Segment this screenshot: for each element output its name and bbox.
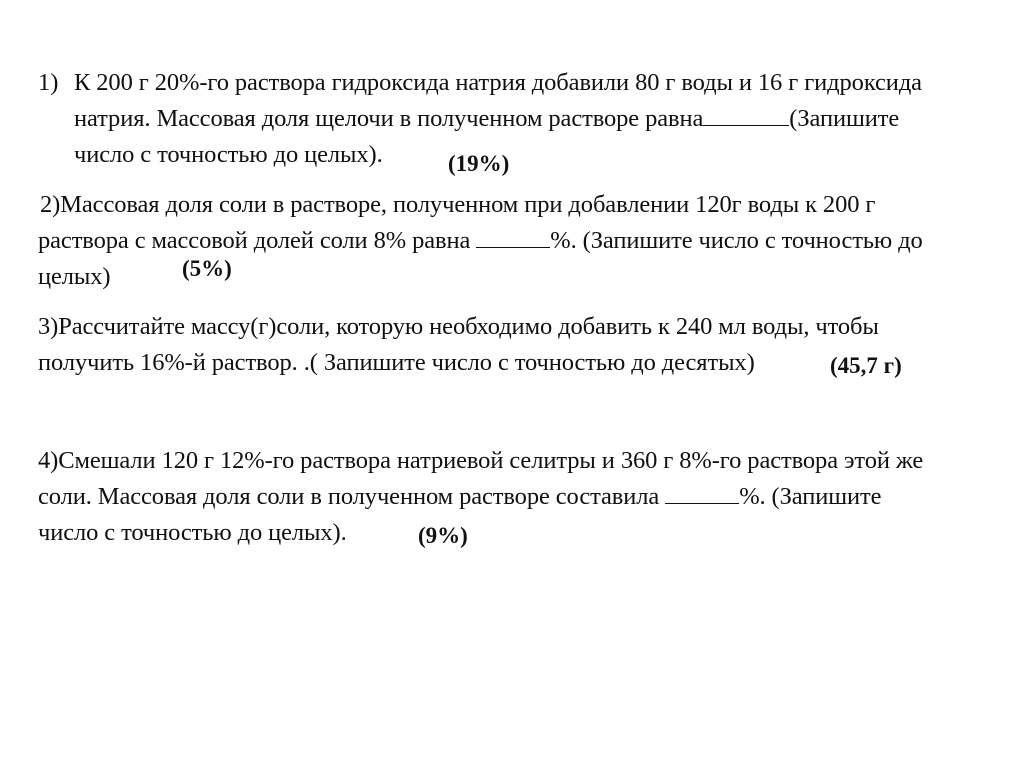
problem-2-line-2-tail: %. (Запишите число с точностью до: [550, 227, 923, 254]
problem-2-line-1: 2)Массовая доля соли в растворе, полученном при добавлении 120г воды к 200 г: [40, 191, 876, 218]
problem-4-answer: (9%): [418, 523, 468, 548]
problem-2-line-3: целых): [38, 263, 111, 290]
problem-3-line-1: 3)Рассчитайте массу(г)соли, которую необходимо добавить к 240 мл воды, чтобы: [38, 313, 879, 340]
problem-1-answer: (19%): [448, 151, 510, 176]
problem-1-line-2-tail: (Запишите: [789, 105, 900, 132]
problem-1-line-1: К 200 г 20%-го раствора гидроксида натрия добавили 80 г воды и 16 г гидроксида: [74, 69, 922, 96]
problem-4-line-2-text: соли. Массовая доля соли в полученном растворе составила: [38, 483, 660, 510]
problem-2-answer: (5%): [182, 256, 232, 281]
problem-4-line-1: 4)Смешали 120 г 12%-го раствора натриевой селитры и 360 г 8%-го раствора этой же: [38, 447, 924, 474]
answer-blank: [665, 485, 739, 504]
problem-1-line-2-text: натрия. Массовая доля щелочи в полученном растворе равна: [74, 105, 704, 132]
answer-blank: [703, 107, 789, 126]
problem-4-line-2: [38, 482, 881, 512]
problem-1-line-3: число с точностью до целых).: [74, 141, 383, 168]
problem-1-line-2: [74, 104, 899, 134]
problem-3-line-2: получить 16%-й раствор. .( Запишите число с точностью до десятых): [38, 349, 755, 376]
answer-blank: [476, 229, 550, 248]
problem-1-number: 1): [38, 69, 59, 96]
problem-2-line-2-text: раствора с массовой долей соли 8% равна: [38, 227, 471, 254]
problem-4-line-2-tail: %. (Запишите: [739, 483, 882, 510]
problem-2-line-2: [38, 226, 923, 256]
problem-4-line-3: число с точностью до целых).: [38, 519, 347, 546]
problem-3-answer: (45,7 г): [830, 353, 902, 378]
